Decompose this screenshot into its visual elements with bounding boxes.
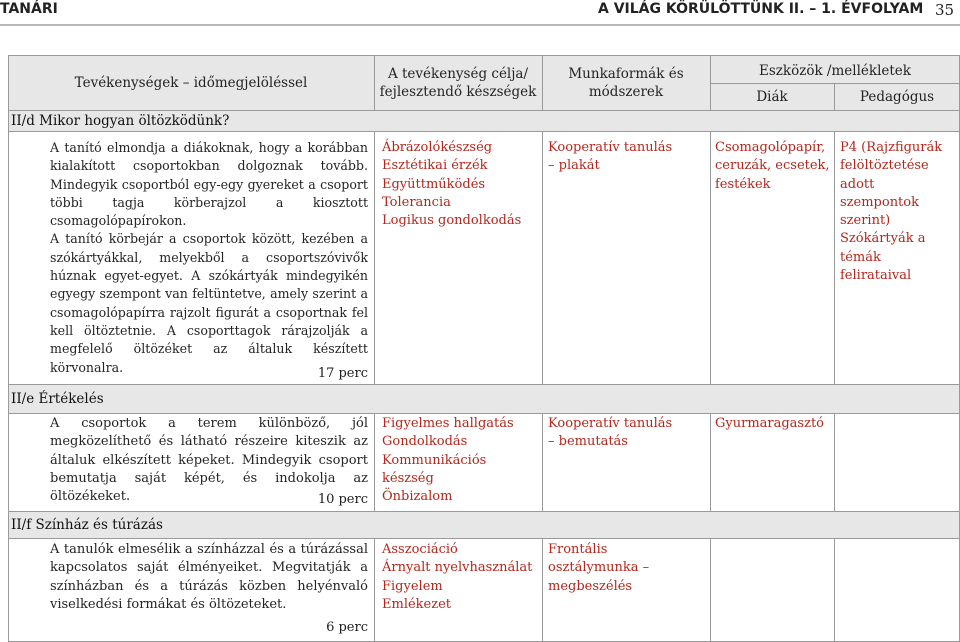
page-number: 35 [935,1,955,19]
method-d: Kooperatív tanulás – plakát [548,140,673,174]
time-f: 6 perc [326,620,368,635]
col-divider [542,413,543,511]
col-divider [710,413,711,511]
col-divider [834,538,835,642]
section-title-f: II/f Színház és túrázás [11,517,163,533]
col-header-student: Diák [756,89,788,105]
goal-d: Ábrázolókészség Esztétikai érzék Együttműködés Tolerancia Logikus gondolkodás [382,140,522,229]
lesson-table [0,55,960,642]
goal-e: Figyelmes hallgatás Gondolkodás Kommunikációs készség Önbizalom [382,416,514,505]
col-divider [374,413,375,511]
student-tools-d: Csomagolópapír, ceruzák, ecsetek, festékek [715,140,830,192]
header-bottom-rule [8,110,960,111]
teacher-tools-d: P4 (Rajzfigurák felöltöztetése adott szempontok szerint) Szókártyák a témák felirataival [840,140,943,284]
section-title-e: II/e Értékelés [11,391,104,407]
col-header-goal: A tevékenység célja/ fejlesztendő készségek [379,66,537,100]
header-left: TANÁRI [0,1,58,17]
activity-text-e: A csoportok a terem különböző, jól megközelíthető és látható részeire kiteszik az általuk elkészített képeket. Mindegyik csoport bemutatja saját képét, és indokolja az öltözékeket. [50,416,368,505]
page-header [0,0,960,26]
method-e: Kooperatív tanulás – bemutatás [548,416,673,450]
col-divider [542,131,543,384]
col-header-tools: Eszközök /mellékletek [759,63,911,79]
goal-f: Asszociáció Árnyalt nyelvhasználat Figyelem Emlékezet [382,542,533,612]
rule-e-top [8,384,960,385]
rule-d [8,131,960,132]
col-divider [710,538,711,642]
col-divider [834,413,835,511]
section-title-d: II/d Mikor hogyan öltözködünk? [11,113,230,129]
tools-subheader-rule [710,83,960,84]
rule-e-bottom [8,413,960,414]
time-d: 17 perc [317,366,368,381]
activity-text-d: A tanító elmondja a diákoknak, hogy a korábban kialakított csoportokban dolgoznak tovább. Mindegyik csoportból egy-egy gyereket a csoport többi tagja körberajzol a kiosztott csomagolópapírokon. A tanító körbejár a csoportok között, kezében a szókártyákkal, melyekből a csoportszóvivők húznak egyet-egyet. A szókártyák mindegyikén egyegy szempont van feltüntetve, amely szerint a csomagolópapírra rajzolt figurát a csoportnak fel kell öltöztetnie. A csoporttagok rárajzolják a megfelelő öltözéket az általuk készített körvonalra. [50,140,368,375]
col-header-methods: Munkaformák és módszerek [568,66,684,100]
col-divider [374,131,375,384]
header-rule [0,24,960,26]
rule-f-bottom [8,538,960,539]
col-divider [374,538,375,642]
rule-f-top [8,511,960,512]
header-center: A VILÁG KÖRÜLÖTTÜNK II. – 1. ÉVFOLYAM [598,1,924,17]
col-divider [834,131,835,384]
student-tools-e: Gyurmaragasztó [715,416,825,431]
time-e: 10 perc [317,492,368,507]
method-f: Frontális osztálymunka – megbeszélés [548,542,650,594]
col-divider [710,131,711,384]
col-header-teacher: Pedagógus [859,89,935,105]
col-divider [542,538,543,642]
activity-text-f: A tanulók elmesélik a színházzal és a túrázással kapcsolatos saját élményeiket. Megvitatják a színházban és a túrázás közben helyénvaló viselkedési formákat és öltözeteket. [50,542,368,612]
col-header-activities: Tevékenységek – időmegjelöléssel [74,75,308,91]
